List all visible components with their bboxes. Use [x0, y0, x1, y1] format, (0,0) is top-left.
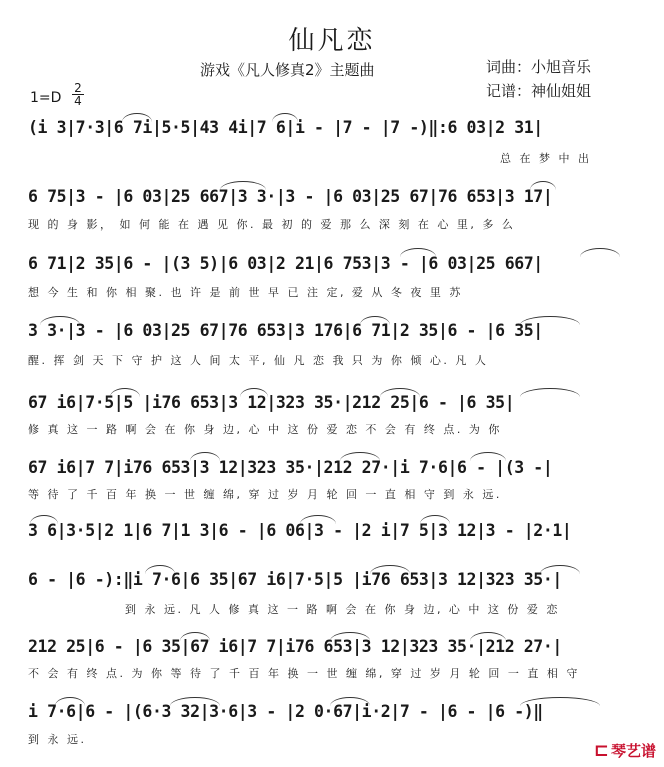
- score-line-lyrics: 想 今 生 和 你 相 聚. 也 许 是 前 世 早 已 注 定, 爱 从 冬 夜 里 苏: [28, 286, 463, 299]
- lyricist-credit: 词曲：小旭音乐: [486, 58, 592, 76]
- slur: [340, 452, 380, 461]
- slur: [520, 316, 580, 325]
- score-line-notes: 3 3·|3 - |6 03|25 67|76 653|3 176|6 71|2 35|6 - |6 35|: [28, 321, 543, 340]
- score-line-notes: (i 3|7·3|6 7i|5·5|43 4i|7 6|i - |7 - |7 -)‖:6 03|2 31|: [28, 118, 543, 137]
- score-line-lyrics: 醒. 挥 剑 天 下 守 护 这 人 间 太 平, 仙 凡 恋 我 只 为 你 倾 心. 凡 人: [28, 354, 489, 367]
- slur: [55, 697, 85, 706]
- score-line-notes: 67 i6|7·5|5 |i76 653|3 12|323 35·|212 25|6 - |6 35|: [28, 393, 515, 412]
- score-line-lyrics: 总 在 梦 中 出: [500, 152, 592, 165]
- score-line-notes: 6 75|3 - |6 03|25 667|3 3·|3 - |6 03|25 67|76 653|3 17|: [28, 187, 553, 206]
- time-signature-bottom: 4: [74, 94, 82, 108]
- slur: [520, 697, 600, 706]
- slur: [145, 565, 175, 574]
- slur: [370, 565, 410, 574]
- slur: [470, 452, 506, 461]
- score-line-notes: 67 i6|7 7|i76 653|3 12|323 35·|212 27·|i 7·6|6 - |(3 -|: [28, 458, 553, 477]
- slur: [300, 515, 336, 524]
- slur: [110, 388, 140, 397]
- score-line-notes: 6 - |6 -):‖i 7·6|6 35|67 i6|7·5|5 |i76 653|3 12|323 35·|: [28, 570, 562, 589]
- slur: [330, 632, 370, 641]
- slur: [530, 181, 556, 190]
- logo-text: 琴艺谱: [610, 742, 656, 760]
- slur: [220, 181, 266, 190]
- logo-icon: ⊏: [593, 740, 609, 761]
- score-line-lyrics: 现 的 身 影， 如 何 能 在 遇 见 你. 最 初 的 爱 那 么 深 刻 在 心 里, 多 么: [28, 218, 516, 231]
- slur: [400, 248, 436, 257]
- score-line-lyrics: 等 待 了 千 百 年 换 一 世 缠 绵, 穿 过 岁 月 轮 回 一 直 相 守 到 永 远.: [28, 488, 502, 501]
- transcriber-credit: 记谱：神仙姐姐: [486, 82, 592, 100]
- slur: [30, 515, 58, 524]
- score-line-lyrics: 到 永 远. 凡 人 修 真 这 一 路 啊 会 在 你 身 边, 心 中 这 份 爱 恋: [125, 603, 560, 616]
- key-signature: 1=D: [30, 90, 62, 106]
- slur: [170, 697, 220, 706]
- song-subtitle: 游戏《凡人修真2》主题曲: [200, 61, 375, 79]
- score-line-notes: i 7·6|6 - |(6·3 32|3·6|3 - |2 0·67|i·2|7 - |6 - |6 -)‖: [28, 702, 543, 721]
- slur: [122, 113, 152, 122]
- slur: [520, 388, 580, 397]
- song-title: 仙凡恋: [288, 26, 376, 56]
- slur: [540, 565, 580, 574]
- time-signature-top: 2: [72, 82, 84, 95]
- slur: [272, 113, 298, 122]
- slur: [40, 316, 80, 325]
- time-signature: [72, 82, 84, 107]
- slur: [190, 452, 220, 461]
- slur: [360, 316, 390, 325]
- score-line-lyrics: 到 永 远.: [28, 733, 87, 746]
- score-line-notes: 6 71|2 35|6 - |(3 5)|6 03|2 21|6 753|3 - |6 03|25 667|: [28, 254, 543, 273]
- score-line-lyrics: 不 会 有 终 点. 为 你 等 待 了 千 百 年 换 一 世 缠 绵, 穿 过 岁 月 轮 回 一 直 相 守: [28, 667, 580, 680]
- slur: [380, 388, 420, 397]
- slur: [580, 248, 620, 257]
- slur: [470, 632, 506, 641]
- slur: [240, 388, 268, 397]
- score-line-notes: 212 25|6 - |6 35|67 i6|7 7|i76 653|3 12|323 35·|212 27·|: [28, 637, 562, 656]
- site-logo: [594, 740, 656, 761]
- score-line-notes: 3 6|3·5|2 1|6 7|1 3|6 - |6 06|3 - |2 i|7 5|3 12|3 - |2·1|: [28, 521, 572, 540]
- slur: [180, 632, 210, 641]
- score-line-lyrics: 修 真 这 一 路 啊 会 在 你 身 边, 心 中 这 份 爱 恋 不 会 有 终 点. 为 你: [28, 423, 502, 436]
- slur: [330, 697, 370, 706]
- slur: [420, 515, 450, 524]
